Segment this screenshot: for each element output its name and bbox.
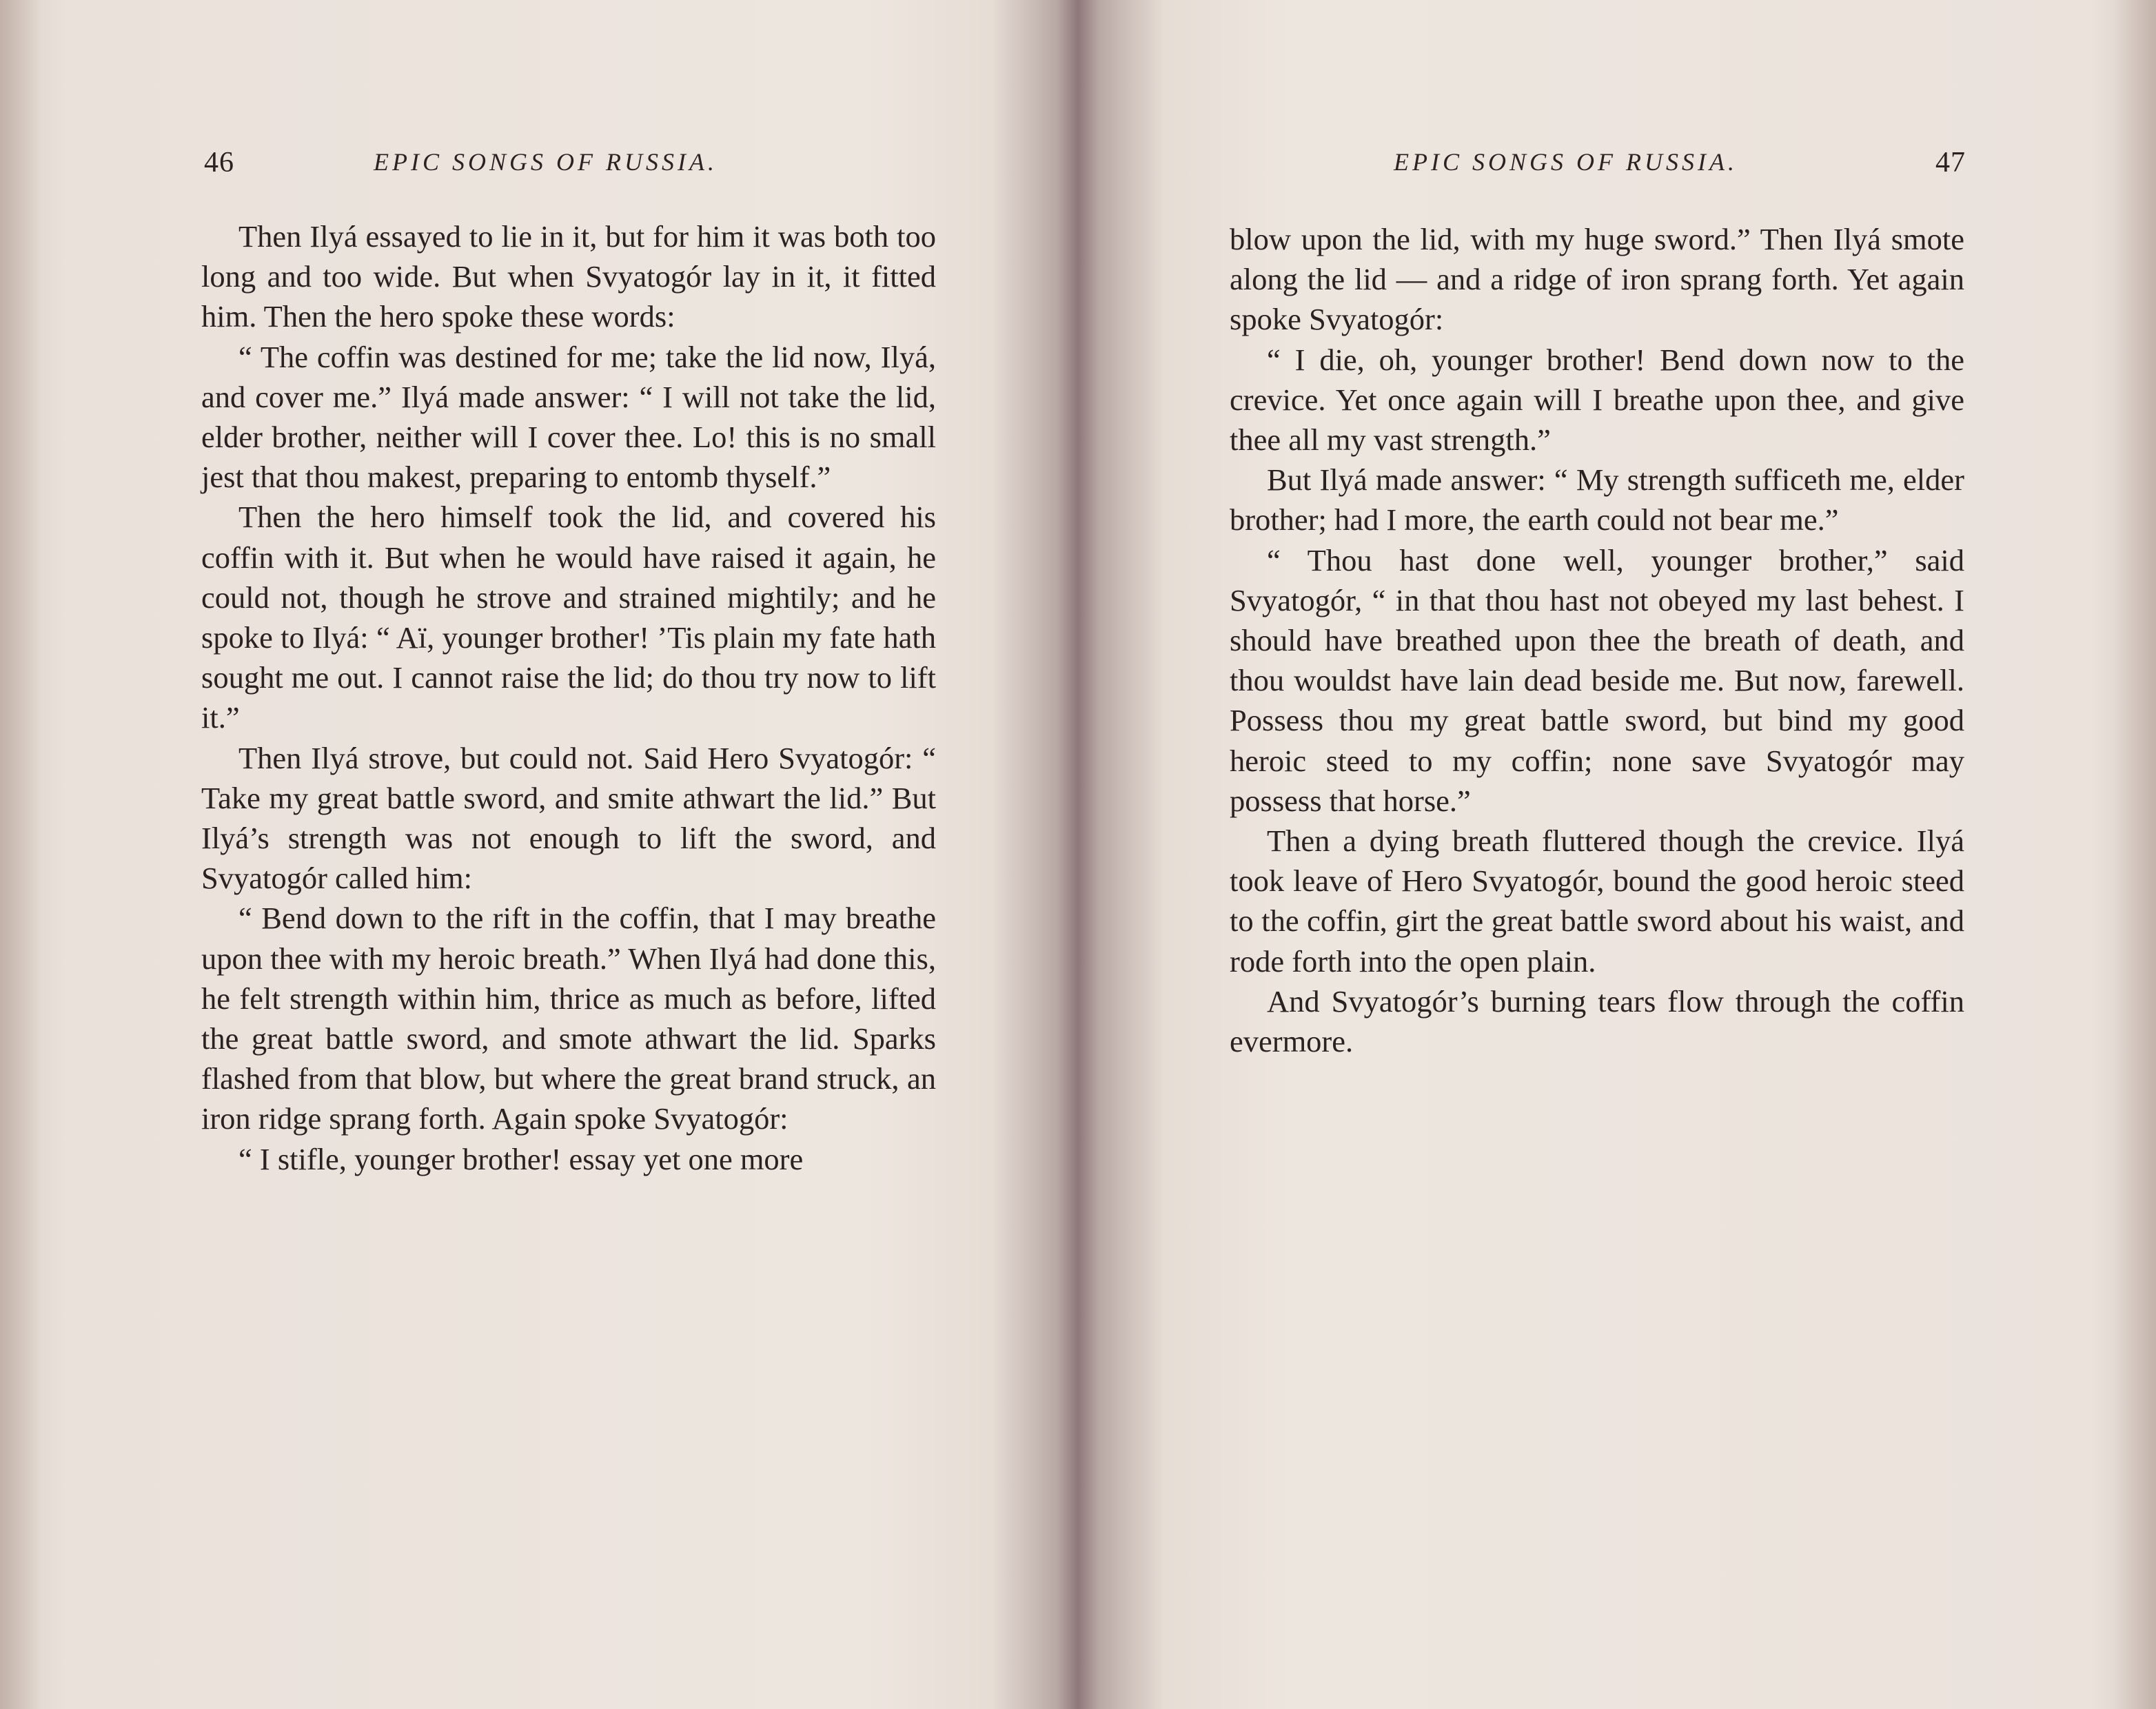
left-paragraph: Then Ilyá essayed to lie in it, but for him it was both too long and too wide. But when Svyatogór lay in it, it fitted him. Then the hero spoke these words:: [201, 219, 936, 334]
left-running-head-title: EPIC SONGS OF RUSSIA.: [374, 148, 718, 176]
left-paragraph: Then the hero himself took the lid, and covered his coffin with it. But when he would have raised it again, he could not, though he strove and strained mightily; and he spoke to Ilyá: “ Aï, younger brother! ’Tis plain my fate hath sought me out. I cannot raise the lid; do thou try now to lift it.”: [201, 500, 936, 735]
right-paragraph-continued: blow upon the lid, with my huge sword.” Then Ilyá smote along the lid — and a ridge of iron sprang forth. Yet again spoke Svyatogór:: [1230, 222, 1964, 337]
left-page: [0, 0, 1075, 1709]
left-page-text: [201, 216, 936, 1179]
left-page-number: 46: [204, 147, 234, 178]
right-running-head: [1228, 146, 1966, 187]
right-paragraph: “ I die, oh, younger brother! Bend down now to the crevice. Yet once again will I breathe upon thee, and give thee all my vast strength.”: [1230, 342, 1964, 458]
right-paragraph: But Ilyá made answer: “ My strength sufficeth me, elder brother; had I more, the earth could not bear me.”: [1230, 462, 1964, 538]
right-paragraph: “ Thou hast done well, younger brother,” said Svyatogór, “ in that thou hast not obeyed my last behest. I should have breathed upon thee the breath of death, and thou wouldst have lain dead beside me. But now, farewell. Possess thou my great battle sword, but bind my good heroic steed to my coffin; none save Svyatogór may possess that horse.”: [1230, 542, 1964, 818]
right-page-number: 47: [1935, 147, 1966, 178]
right-running-head-title: EPIC SONGS OF RUSSIA.: [1394, 148, 1738, 176]
left-paragraph: Then Ilyá strove, but could not. Said Hero Svyatogór: “ Take my great battle sword, and smite athwart the lid.” But Ilyá’s strength was not enough to lift the sword, and Svyatogór called him:: [201, 740, 936, 896]
right-paragraph: Then a dying breath fluttered though the crevice. Ilyá took leave of Hero Svyatogór, bound the good heroic steed to the coffin, girt the great battle sword about his waist, and rode forth into the open plain.: [1230, 823, 1964, 979]
left-running-head: [204, 146, 937, 187]
right-paragraph: And Svyatogór’s burning tears flow through the coffin evermore.: [1230, 983, 1964, 1059]
left-paragraph: “ I stifle, younger brother! essay yet one more: [238, 1141, 804, 1176]
left-paragraph: “ The coffin was destined for me; take the lid now, Ilyá, and cover me.” Ilyá made answer: “ I will not take the lid, elder brother, neither will I cover thee. Lo! this is no small jest that thou makest, preparing to entomb thyself.”: [201, 339, 936, 495]
left-paragraph: “ Bend down to the rift in the coffin, that I may breathe upon thee with my heroic breath.” When Ilyá had done this, he felt strength within him, thrice as much as before, lifted the great battle sword, and smote athwart the lid. Sparks flashed from that blow, but where the great brand struck, an iron ridge sprang forth. Again spoke Svyatogór:: [201, 901, 936, 1136]
right-page: [1081, 0, 2156, 1709]
right-page-text: [1230, 219, 1964, 1061]
